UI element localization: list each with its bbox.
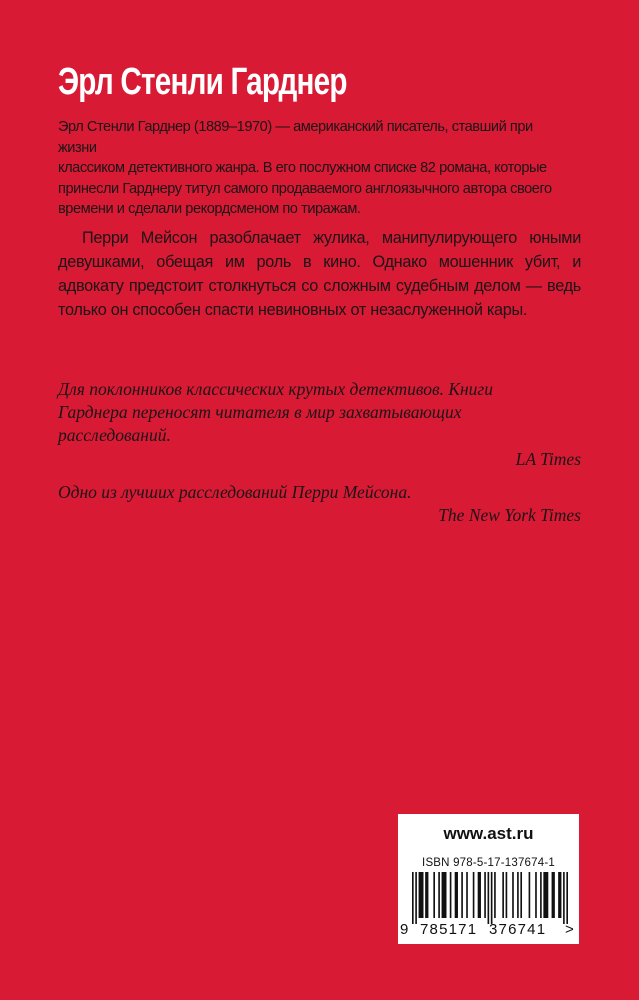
barcode-bar <box>415 872 417 924</box>
ean-right-group: 376741 <box>489 921 547 938</box>
bio-line: времени и сделали рекордсменом по тиражам. <box>58 201 361 217</box>
ean-digits <box>400 921 577 939</box>
press-quote-la-times <box>58 378 581 471</box>
isbn-label: ISBN 978-5-17-137674-1 <box>422 857 555 869</box>
barcode-bar <box>461 872 463 918</box>
barcode-bar <box>450 872 452 918</box>
barcode-bar <box>491 872 493 924</box>
quote-line: Гарднера переносят читателя в мир захватывающих <box>58 402 462 422</box>
barcode-bar <box>412 872 414 924</box>
barcode-bar <box>455 872 458 918</box>
barcode-bar <box>478 872 481 918</box>
quote-line: расследований. <box>58 425 171 445</box>
barcode-bar <box>512 872 514 918</box>
barcode-bar <box>502 872 504 918</box>
quote-line: Одно из лучших расследований Перри Мейсона. <box>58 482 412 502</box>
barcode-bar <box>438 872 440 918</box>
barcode-panel <box>398 814 579 944</box>
ean-left-group: 785171 <box>420 921 478 938</box>
press-quote-nyt <box>58 481 581 527</box>
barcode-bar <box>433 872 435 918</box>
bio-line: Эрл Стенли Гарднер (1889–1970) — американский писатель, ставший при жизни <box>58 119 533 156</box>
bio-line: принесли Гарднеру титул самого продаваемого англоязычного автора своего <box>58 180 552 197</box>
barcode-bar <box>520 872 522 918</box>
barcode-bar <box>506 872 508 918</box>
barcode-bar <box>566 872 568 924</box>
barcode-bar <box>543 872 548 918</box>
barcode-bar <box>425 872 428 918</box>
author-bio <box>58 117 558 220</box>
quote-text <box>58 378 581 447</box>
quote-line: Для поклонников классических крутых детективов. Книги <box>58 379 493 399</box>
quote-text <box>58 481 581 504</box>
book-annotation: Перри Мейсон разоблачает жулика, манипулирующего юными девушками, обещая им роль в кино. Однако мошенник убит, и адвокату предстоит столкнуться со сложным судебным делом — ведь только он способен спасти невиновных от незаслуженной кары. <box>58 229 581 319</box>
barcode-bar <box>552 872 555 918</box>
ean-lead-digit: 9 <box>400 921 409 938</box>
ean-quiet-zone-mark: > <box>565 921 574 938</box>
barcode-bar <box>558 872 561 918</box>
barcode-bar <box>473 872 475 918</box>
bio-line: классиком детективного жанра. В его послужном списке 82 романа, которые <box>58 160 547 176</box>
publisher-url[interactable]: www.ast.ru <box>443 824 534 843</box>
barcode-bar <box>484 872 486 918</box>
barcode-image <box>412 872 568 924</box>
quote-source: LA Times <box>515 449 581 469</box>
barcode-bar <box>540 872 542 918</box>
barcode-bar <box>517 872 519 918</box>
quote-source: The New York Times <box>438 505 581 525</box>
barcode-bar <box>419 872 424 918</box>
barcode-bar <box>563 872 565 924</box>
barcode-bar <box>466 872 468 918</box>
barcode-bar <box>488 872 490 924</box>
barcode-bar <box>442 872 447 918</box>
barcode-bar <box>535 872 537 918</box>
barcode-bar <box>529 872 531 918</box>
author-title: Эрл Стенли Гарднер <box>58 61 347 103</box>
barcode-bar <box>494 872 496 918</box>
